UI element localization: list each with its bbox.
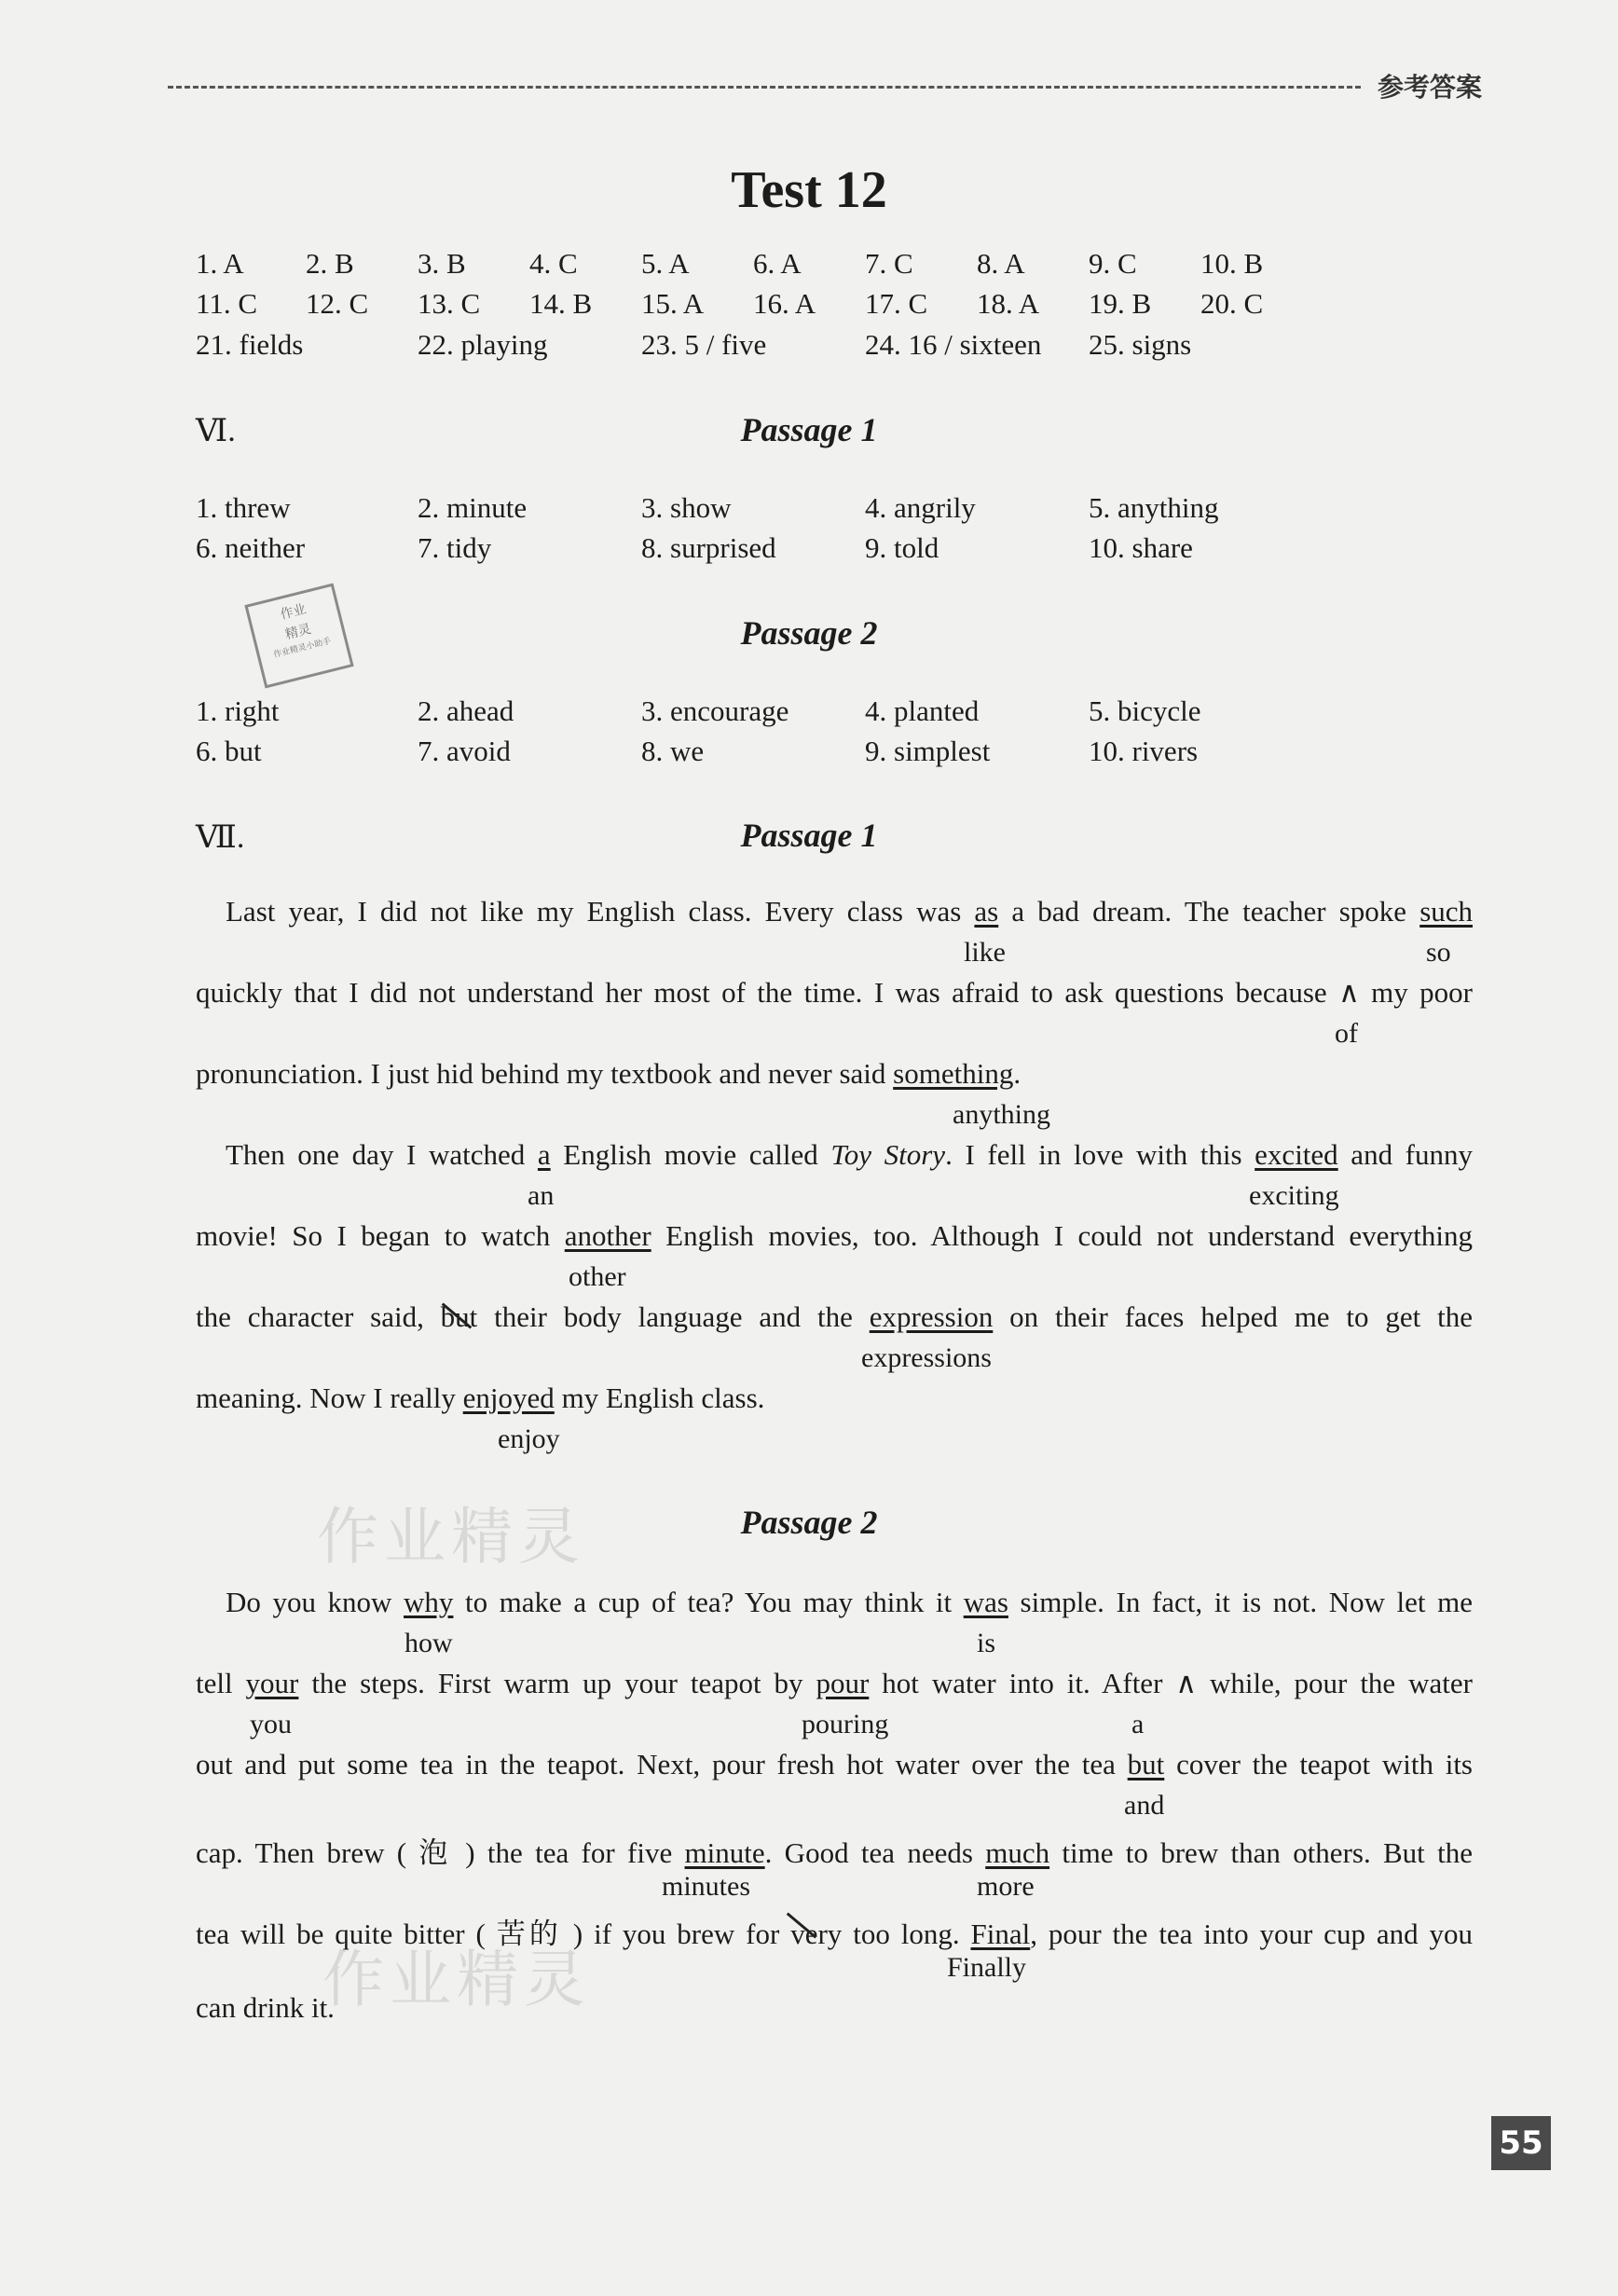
answer-item: 3. B bbox=[418, 247, 466, 280]
answer-item: 15. A bbox=[641, 287, 705, 320]
correction: Finally bbox=[947, 1952, 1027, 1983]
error-word: expression bbox=[869, 1300, 994, 1333]
insert-caret: ∧ bbox=[1338, 976, 1360, 1009]
answer-item: 8. we bbox=[641, 735, 705, 767]
error-word: such bbox=[1419, 895, 1474, 928]
answer-item: 4. angrily bbox=[865, 491, 976, 524]
answer-item: 5. A bbox=[641, 247, 690, 280]
answer-item: 1. right bbox=[196, 694, 280, 727]
answer-item: 22. playing bbox=[418, 328, 548, 361]
correction: you bbox=[250, 1709, 292, 1739]
answer-item: 6. A bbox=[753, 247, 802, 280]
passage-line: quickly that I did not understand her most of the time. I was afraid to ask questions because ∧ my poor bbox=[196, 976, 1473, 1009]
answer-item: 23. 5 / five bbox=[641, 328, 767, 361]
answer-item: 7. tidy bbox=[418, 531, 492, 564]
answer-item: 24. 16 / sixteen bbox=[865, 328, 1042, 361]
error-word: something bbox=[893, 1057, 1014, 1090]
error-word: pour bbox=[816, 1667, 870, 1699]
error-word: minute bbox=[684, 1836, 765, 1869]
error-word: another bbox=[564, 1219, 651, 1252]
header-label: 参考答案 bbox=[1378, 72, 1483, 103]
answer-item: 14. B bbox=[529, 287, 593, 320]
passage-line: the character said, but their body language and the expression on their faces helped me to get the bbox=[196, 1300, 1473, 1333]
passage-line: meaning. Now I really enjoyed my English class. bbox=[196, 1382, 765, 1414]
answer-item: 16. A bbox=[753, 287, 816, 320]
answer-item: 10. rivers bbox=[1089, 735, 1199, 767]
answer-item: 10. share bbox=[1089, 531, 1193, 564]
answer-item: 5. anything bbox=[1089, 491, 1219, 524]
error-word: excited bbox=[1255, 1138, 1338, 1171]
error-word: Final bbox=[970, 1918, 1031, 1950]
correction: expressions bbox=[861, 1342, 992, 1373]
correction: and bbox=[1124, 1790, 1165, 1821]
section-6-passage-2-title: Passage 2 bbox=[740, 614, 878, 652]
error-word: your bbox=[245, 1667, 299, 1699]
answer-item: 12. C bbox=[306, 287, 369, 320]
error-word: was bbox=[963, 1586, 1008, 1618]
error-word: much bbox=[985, 1836, 1050, 1869]
correction: is bbox=[977, 1628, 996, 1658]
answer-item: 3. encourage bbox=[641, 694, 789, 727]
answer-item: 1. A bbox=[196, 247, 244, 280]
insert-caret: ∧ bbox=[1175, 1667, 1198, 1699]
section-7-passage-2-title: Passage 2 bbox=[740, 1504, 878, 1541]
passage-line: Last year, I did not like my English class. Every class was as a bad dream. The teacher spoke such bbox=[226, 895, 1474, 928]
answer-item: 20. C bbox=[1200, 287, 1264, 320]
section-7-passage-1-title: Passage 1 bbox=[740, 817, 878, 854]
correction: pouring bbox=[802, 1709, 889, 1739]
answer-item: 19. B bbox=[1089, 287, 1152, 320]
answer-item: 5. bicycle bbox=[1089, 694, 1201, 727]
correction: exciting bbox=[1249, 1180, 1339, 1211]
page-title: Test 12 bbox=[731, 161, 887, 219]
error-word: a bbox=[537, 1138, 551, 1171]
error-word: but bbox=[1127, 1748, 1165, 1780]
answer-item: 6. but bbox=[196, 735, 262, 767]
answer-item: 2. B bbox=[306, 247, 354, 280]
correction: more bbox=[977, 1871, 1035, 1902]
answer-item: 11. C bbox=[196, 287, 258, 320]
watermark-text: 作业精灵 bbox=[322, 1944, 591, 2015]
section-7-label: Ⅶ. bbox=[196, 820, 245, 855]
passage-line: movie! So I began to watch another English movies, too. Although I could not understand everything bbox=[196, 1219, 1473, 1252]
error-word: as bbox=[974, 895, 999, 928]
correction: enjoy bbox=[498, 1423, 560, 1454]
error-word: why bbox=[404, 1586, 454, 1618]
answer-item: 18. A bbox=[977, 287, 1040, 320]
section-6-passage-1-title: Passage 1 bbox=[740, 411, 878, 448]
answer-item: 8. surprised bbox=[641, 531, 776, 564]
answer-item: 10. B bbox=[1200, 247, 1264, 280]
deleted-word: very bbox=[790, 1918, 843, 1950]
answer-item: 2. minute bbox=[418, 491, 528, 524]
passage-line: Do you know why to make a cup of tea? You may think it was simple. In fact, it is not. Now let me bbox=[226, 1586, 1473, 1618]
passage-line: tea will be quite bitter ( 苦的 ) if you brew for very too long. Final, pour the tea into your cup and you bbox=[196, 1918, 1473, 1950]
passage-line: out and put some tea in the teapot. Next, pour fresh hot water over the tea but cover the teapot with its bbox=[196, 1748, 1473, 1780]
correction: anything bbox=[953, 1099, 1050, 1130]
correction: how bbox=[404, 1628, 453, 1658]
answer-item: 9. simplest bbox=[865, 735, 991, 767]
correction: so bbox=[1426, 937, 1451, 968]
correction: a bbox=[1131, 1709, 1145, 1739]
answer-item: 6. neither bbox=[196, 531, 306, 564]
correction: other bbox=[569, 1261, 626, 1292]
deleted-word: but bbox=[440, 1300, 478, 1333]
correction: minutes bbox=[662, 1871, 750, 1902]
answer-item: 4. C bbox=[529, 247, 578, 280]
answer-item: 21. fields bbox=[196, 328, 304, 361]
correction: of bbox=[1335, 1018, 1358, 1049]
passage-line: tell your the steps. First warm up your teapot by pour hot water into it. After ∧ while, pour the water bbox=[196, 1667, 1473, 1699]
watermark-stamp: 作业 精灵 作业精灵小助手 bbox=[244, 584, 353, 689]
correction: like bbox=[964, 937, 1006, 968]
passage-line: can drink it. bbox=[196, 1991, 335, 2024]
answer-item: 4. planted bbox=[865, 694, 980, 727]
answer-item: 7. avoid bbox=[418, 735, 511, 767]
answer-item: 3. show bbox=[641, 491, 732, 524]
answer-item: 2. ahead bbox=[418, 694, 514, 727]
answer-item: 17. C bbox=[865, 287, 928, 320]
answer-item: 13. C bbox=[418, 287, 481, 320]
correction: an bbox=[528, 1180, 555, 1211]
passage-line: Then one day I watched a English movie called Toy Story. I fell in love with this excited and funny bbox=[226, 1138, 1474, 1171]
answer-item: 1. threw bbox=[196, 491, 291, 524]
error-word: enjoyed bbox=[462, 1382, 555, 1414]
watermark-text: 作业精灵 bbox=[317, 1501, 585, 1573]
passage-line: pronunciation. I just hid behind my textbook and never said something. bbox=[196, 1057, 1022, 1090]
page-number: 55 bbox=[1491, 2116, 1551, 2170]
answer-item: 25. signs bbox=[1089, 328, 1192, 361]
header-dashed-line bbox=[168, 86, 1361, 89]
answer-item: 8. A bbox=[977, 247, 1025, 280]
passage-line: cap. Then brew ( 泡 ) the tea for five minute. Good tea needs much time to brew than others. But the bbox=[196, 1836, 1473, 1869]
answer-item: 9. C bbox=[1089, 247, 1137, 280]
answer-item: 9. told bbox=[865, 531, 939, 564]
section-6-label: Ⅵ. bbox=[196, 414, 236, 448]
answer-item: 7. C bbox=[865, 247, 913, 280]
